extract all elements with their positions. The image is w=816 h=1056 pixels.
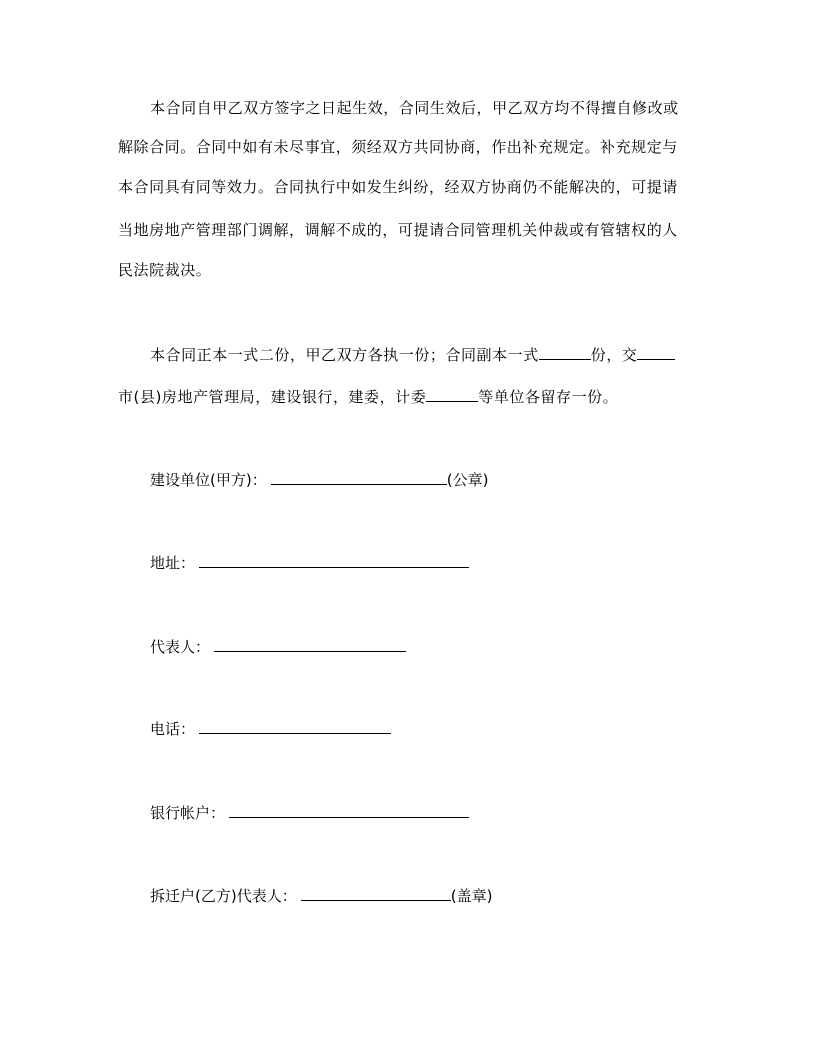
builder-seal: (公章) xyxy=(446,471,489,489)
field-builder xyxy=(150,470,488,490)
builder-blank[interactable] xyxy=(271,470,447,485)
units-blank[interactable] xyxy=(426,387,478,402)
paragraph-line xyxy=(118,387,618,407)
copies-text-b: 份，交 xyxy=(590,346,638,364)
copies-count-blank[interactable] xyxy=(539,345,591,360)
field-relocatee xyxy=(150,886,492,906)
paragraph-line: 本合同具有同等效力。合同执行中如发生纠纷，经双方协商仍不能解决的，可提请 xyxy=(118,178,678,196)
paragraph-line xyxy=(150,345,675,365)
field-address xyxy=(150,553,469,573)
bank-blank[interactable] xyxy=(229,803,469,818)
paragraph-line: 本合同自甲乙双方签字之日起生效，合同生效后，甲乙双方均不得擅自修改或 xyxy=(150,99,679,117)
relocatee-seal: (盖章) xyxy=(450,887,493,905)
address-label: 地址： xyxy=(150,554,196,572)
address-blank[interactable] xyxy=(199,553,469,568)
paragraph-line: 解除合同。合同中如有未尽事宜，须经双方共同协商，作出补充规定。补充规定与 xyxy=(118,138,678,156)
phone-blank[interactable] xyxy=(199,719,391,734)
paragraph-line: 当地房地产管理部门调解，调解不成的，可提请合同管理机关仲裁或有管辖权的人 xyxy=(118,221,678,239)
copies-text-a: 本合同正本一式二份，甲乙双方各执一份；合同副本一式 xyxy=(150,346,539,364)
builder-label: 建设单位(甲方)： xyxy=(150,471,267,489)
field-bank-account xyxy=(150,803,469,823)
copies-text-d: 等单位各留存一份。 xyxy=(478,388,619,406)
copies-text-c: 市(县)房地产管理局，建设银行，建委，计委 xyxy=(118,388,427,406)
deliver-to-blank[interactable] xyxy=(637,345,675,360)
field-phone xyxy=(150,719,391,739)
paragraph-line: 民法院裁决。 xyxy=(118,261,212,279)
representative-blank[interactable] xyxy=(214,637,406,652)
phone-label: 电话： xyxy=(150,720,196,738)
bank-label: 银行帐户： xyxy=(150,804,226,822)
field-representative xyxy=(150,637,406,657)
relocatee-label: 拆迁户(乙方)代表人： xyxy=(150,887,297,905)
relocatee-blank[interactable] xyxy=(301,886,451,901)
representative-label: 代表人： xyxy=(150,638,211,656)
